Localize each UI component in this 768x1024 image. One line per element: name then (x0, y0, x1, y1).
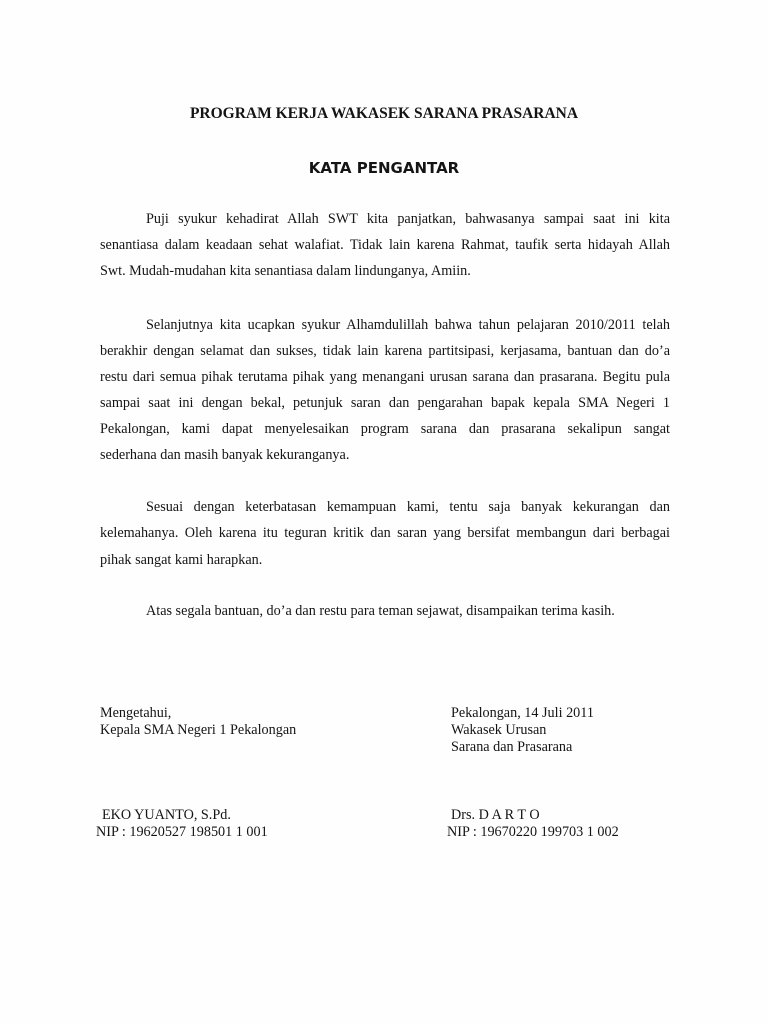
signature-right-role-detail: Sarana dan Prasarana (451, 739, 573, 755)
paragraph-line: sederhana dan masih banyak kekuranganya. (100, 447, 350, 463)
signature-left-name: EKO YUANTO, S.Pd. (102, 807, 231, 823)
section-title: KATA PENGANTAR (308, 159, 460, 177)
paragraph-line: kelemahanya. Oleh karena itu teguran kritik dan saran yang bersifat membangun dari berbagai (100, 525, 670, 541)
paragraph-line: berakhir dengan selamat dan sukses, tidak lain karena partitsipasi, kerjasama, bantuan dan do’a (100, 343, 670, 359)
paragraph-line: pihak sangat kami harapkan. (100, 552, 263, 568)
paragraph-line: Atas segala bantuan, do’a dan restu para teman sejawat, disampaikan terima kasih. (146, 603, 615, 619)
paragraph-line: Sesuai dengan keterbatasan kemampuan kami, tentu saja banyak kekurangan dan (146, 499, 670, 515)
paragraph-line: Puji syukur kehadirat Allah SWT kita panjatkan, bahwasanya sampai saat ini kita (146, 211, 670, 227)
signature-right-nip: NIP : 19670220 199703 1 002 (447, 824, 619, 840)
signature-left-nip: NIP : 19620527 198501 1 001 (96, 824, 268, 840)
signature-right-name: Drs. D A R T O (451, 807, 540, 823)
paragraph-line: Swt. Mudah-mudahan kita senantiasa dalam lindunganya, Amiin. (100, 263, 471, 279)
signature-right-place-date: Pekalongan, 14 Juli 2011 (451, 705, 594, 721)
paragraph-line: Pekalongan, kami dapat menyelesaikan program sarana dan prasarana sekalipun sangat (100, 421, 670, 437)
signature-right-role: Wakasek Urusan (451, 722, 547, 738)
signature-left-position: Kepala SMA Negeri 1 Pekalongan (100, 722, 297, 738)
document-title: PROGRAM KERJA WAKASEK SARANA PRASARANA (189, 105, 579, 122)
paragraph-line: restu dari semua pihak terutama pihak yang menangani urusan sarana dan prasarana. Begitu pula (100, 369, 670, 385)
paragraph-line: sampai saat ini dengan bekal, petunjuk saran dan pengarahan bapak kepala SMA Negeri 1 (100, 395, 670, 411)
signature-left-acknowledged: Mengetahui, (100, 705, 172, 721)
paragraph-line: Selanjutnya kita ucapkan syukur Alhamdulillah bahwa tahun pelajaran 2010/2011 telah (146, 317, 670, 333)
paragraph-line: senantiasa dalam keadaan sehat walafiat. Tidak lain karena Rahmat, taufik serta hidayah Allah (100, 237, 670, 253)
